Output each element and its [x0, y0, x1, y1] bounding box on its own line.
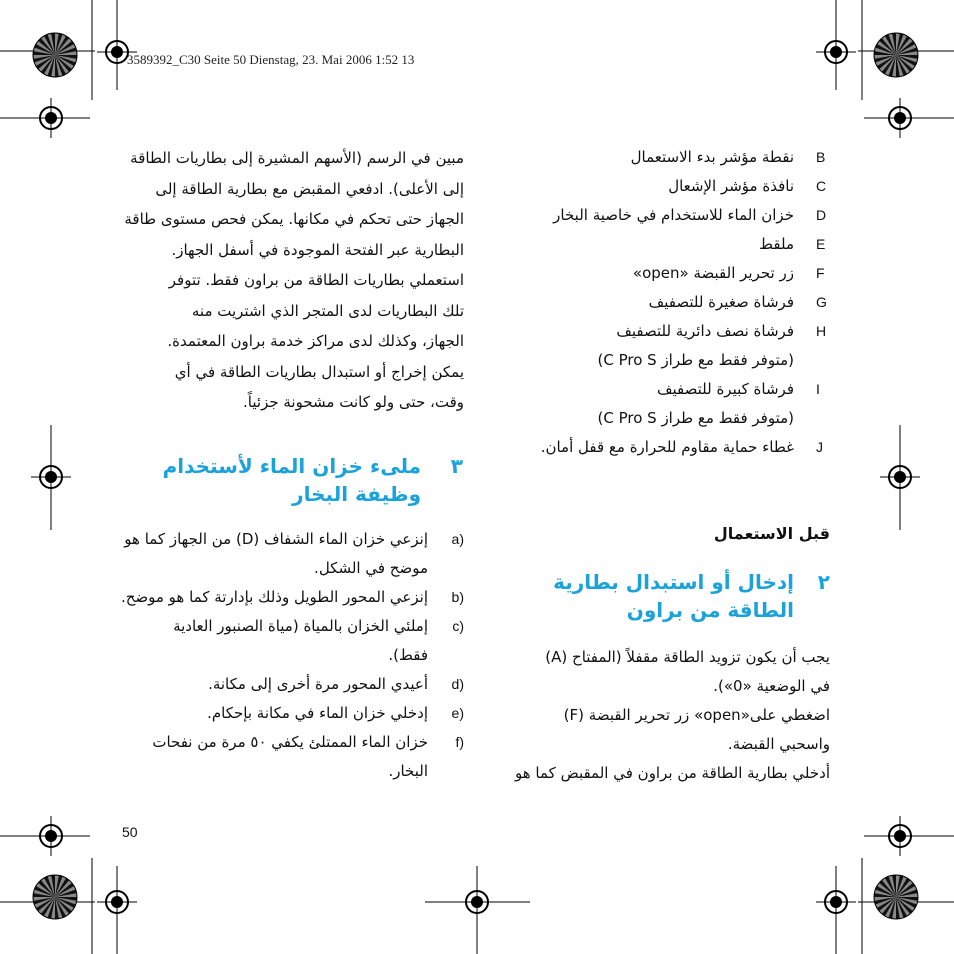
text-line: يجب أن يكون تزويد الطاقة مقفلاً (المفتاح (A): [545, 648, 830, 666]
item-text: إدخلي خزان الماء في مكانة بإحكام.: [207, 704, 428, 722]
item-text: خزان الماء للاستخدام في خاصية البخار: [553, 206, 794, 224]
item-label: e): [451, 705, 464, 721]
item-label: D: [816, 207, 827, 223]
text-line: مبين في الرسم (الأسهم المشيرة إلى بطاريات الطاقة: [130, 149, 464, 167]
list-item: [108, 525, 464, 583]
item-text: فرشاة كبيرة للتصفيف: [656, 380, 794, 398]
item-label: C: [816, 178, 827, 194]
list-item: [500, 201, 830, 230]
section-3-heading: [160, 452, 463, 508]
item-text: فرشاة نصف دائرية للتصفيف: [616, 322, 794, 340]
starburst-mark-icon: [873, 874, 919, 920]
item-text: أعيدي المحور مرة أخرى إلى مكانة.: [208, 675, 428, 693]
item-label: a): [451, 531, 464, 547]
registration-mark-icon: [457, 882, 497, 922]
item-label: b): [451, 589, 464, 605]
item-label: H: [816, 323, 827, 339]
item-label: f): [455, 734, 464, 750]
item-label: J: [816, 439, 823, 455]
text-line: استعملي بطاريات الطاقة من براون فقط. تتوفر: [168, 271, 464, 289]
heading-line: الطاقة من براون: [626, 598, 794, 622]
item-label: G: [816, 294, 827, 310]
list-item: [500, 143, 830, 172]
starburst-mark-icon: [32, 874, 78, 920]
text-line: أدخلي بطارية الطاقة من براون في المقبض كما هو: [514, 764, 830, 782]
list-item: [500, 172, 830, 201]
steam-steps-list: [108, 525, 464, 786]
list-item: [500, 375, 830, 433]
text-line: إلى الأعلى). ادفعي المقبض مع بطارية الطاقة إلى: [155, 179, 464, 198]
item-text: غطاء حماية مقاوم للحرارة مع قفل أمان.: [540, 438, 794, 456]
item-label: c): [452, 618, 464, 634]
text-line: الجهاز، وكذلك لدى مراكز خدمة براون المعتمدة.: [167, 332, 464, 350]
before-use-heading: قبل الاستعمال: [713, 524, 830, 543]
item-text: فقط).: [388, 646, 428, 664]
registration-mark-icon: [880, 98, 920, 138]
registration-mark-icon: [880, 457, 920, 497]
item-text: نقطة مؤشر بدء الاستعمال: [630, 148, 794, 166]
item-text: البخار.: [388, 762, 428, 780]
item-text: فرشاة صغيرة للتصفيف: [648, 293, 794, 311]
text-line: في الوضعية «0»).: [713, 677, 830, 695]
section-2-heading: [500, 568, 830, 624]
heading-line: إدخال أو استبدال بطارية: [553, 570, 794, 594]
text-line: واسحبي القبضة.: [727, 735, 830, 753]
page-number: 50: [122, 824, 138, 840]
section-number: ٣: [450, 454, 463, 478]
battery-instructions-continued: [108, 143, 464, 418]
list-item: [500, 288, 830, 317]
starburst-mark-icon: [32, 32, 78, 78]
heading-line: وظيفة البخار: [292, 482, 421, 506]
item-text: (متوفر فقط مع طراز C Pro S): [597, 409, 794, 427]
item-text: نافذة مؤشر الإشعال: [668, 177, 794, 195]
list-item: [500, 259, 830, 288]
item-label: B: [816, 149, 826, 165]
print-header: 3589392_C30 Seite 50 Dienstag, 23. Mai 2006 1:52 13: [127, 52, 415, 67]
list-item: [108, 728, 464, 786]
starburst-mark-icon: [873, 32, 919, 78]
list-item: [500, 230, 830, 259]
text-line: تلك البطاريات لدى المتجر الذي اشتريت منه: [191, 301, 464, 320]
registration-mark-icon: [31, 816, 71, 856]
registration-mark-icon: [880, 816, 920, 856]
item-label: I: [816, 381, 820, 397]
text-line: يمكن إخراج أو استبدال بطاريات الطاقة في أي: [174, 362, 464, 381]
text-line: الجهاز حتى تحكم في مكانها. يمكن فحص مستوى طاقة: [124, 210, 464, 228]
battery-insert-instructions: [500, 643, 830, 788]
list-item: [108, 583, 464, 612]
item-text: موضح في الشكل.: [314, 559, 428, 577]
item-text: إنزعي خزان الماء الشفاف (D) من الجهاز كما هو: [124, 530, 428, 548]
item-text: (متوفر فقط مع طراز C Pro S): [597, 351, 794, 369]
text-line: البطارية عبر الفتحة الموجودة في أسفل الجهاز.: [171, 240, 464, 259]
list-item: [108, 699, 464, 728]
item-text: إملئي الخزان بالمياة (مياة الصنبور العادية: [173, 617, 428, 635]
text-line: اضغطي على«open» زر تحرير القبضة (F): [563, 706, 830, 724]
registration-mark-icon: [31, 98, 71, 138]
item-text: زر تحرير القبضة «open»: [632, 264, 794, 282]
registration-mark-icon: [31, 457, 71, 497]
registration-mark-icon: [97, 882, 137, 922]
registration-mark-icon: [816, 32, 856, 72]
list-item: [500, 317, 830, 375]
heading-line: ملىء خزان الماء لأستخدام: [162, 454, 421, 478]
section-number: ٢: [817, 570, 830, 594]
registration-mark-icon: [816, 882, 856, 922]
list-item: [108, 612, 464, 670]
item-label: F: [816, 265, 825, 281]
parts-list: [500, 143, 830, 462]
item-label: d): [451, 676, 464, 692]
item-text: إنزعي المحور الطويل وذلك بإدارتة كما هو موضح.: [120, 588, 428, 606]
item-label: E: [816, 236, 826, 252]
item-text: ملقط: [759, 235, 794, 253]
text-line: وقت، حتى ولو كانت مشحونة جزئياً.: [243, 393, 464, 411]
list-item: [500, 433, 830, 462]
list-item: [108, 670, 464, 699]
item-text: خزان الماء الممتلئ يكفي ٥٠ مرة من نفحات: [152, 733, 428, 751]
